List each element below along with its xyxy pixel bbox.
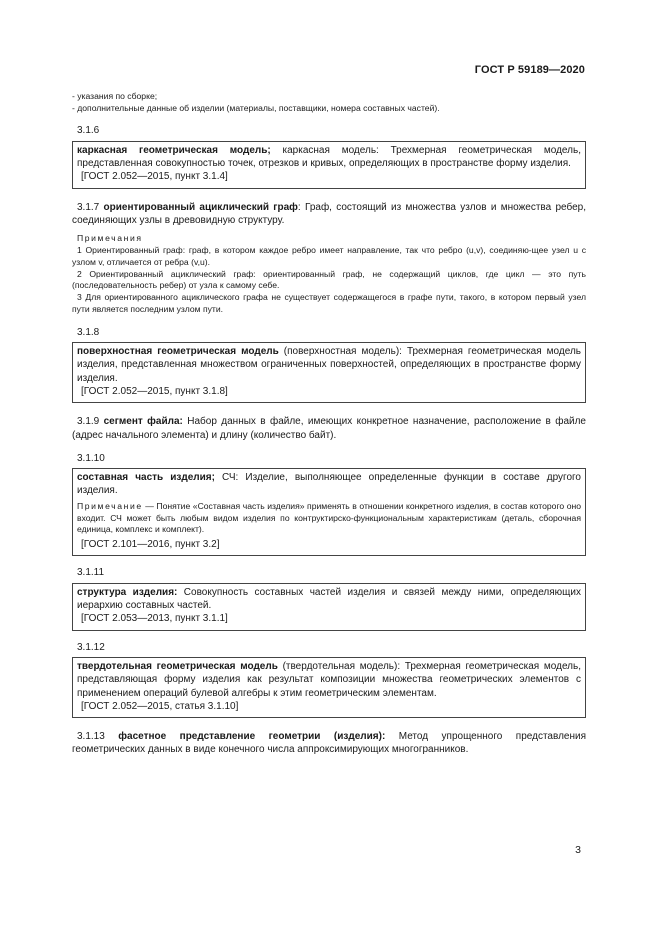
definition-box-3-1-6 bbox=[72, 141, 586, 189]
section-number-3-1-10: 3.1.10 bbox=[77, 452, 105, 464]
term: составная часть изделия; bbox=[77, 472, 215, 484]
definition-text bbox=[77, 660, 581, 700]
section-number-3-1-12: 3.1.12 bbox=[77, 641, 105, 653]
definition: (твердотельная модель): Трехмерная геометрическая модель, представляющая форму изделия как результат композиции множества геометрических элементов с применением операций булевой алгебры к этим геометрическим элементам. bbox=[77, 660, 581, 699]
notes-title: Примечания bbox=[77, 233, 143, 244]
note-item: 2 Ориентированный ациклический граф: ориентированный граф, не содержащий циклов, где цикл — это путь (последовательность ребер) от узла к самому себе. bbox=[72, 268, 586, 291]
section-number-3-1-11: 3.1.11 bbox=[77, 567, 105, 579]
term: каркасная геометрическая модель; bbox=[77, 144, 271, 156]
section-number: 3.1.7 bbox=[77, 201, 104, 213]
section-number: 3.1.9 bbox=[77, 416, 104, 428]
definition-paragraph-3-1-7 bbox=[72, 201, 586, 228]
list-item: - дополнительные данные об изделии (материалы, поставщики, номера составных частей). bbox=[72, 103, 440, 114]
definition-paragraph-3-1-9 bbox=[72, 415, 586, 442]
notes-block bbox=[72, 233, 586, 316]
note-label: Примечание bbox=[77, 500, 143, 511]
term: структура изделия: bbox=[77, 586, 178, 598]
section-number: 3.1.13 bbox=[77, 731, 119, 743]
definition-text bbox=[77, 586, 581, 613]
note-item: 3 Для ориентированного ациклического графа не существует содержащегося в графе пути, такого, в котором первый узел пути является последним узлом пути. bbox=[72, 292, 586, 314]
page-number: 3 bbox=[575, 844, 581, 856]
term: поверхностная геометрическая модель bbox=[77, 346, 279, 358]
definition-text bbox=[77, 144, 581, 171]
page-content bbox=[72, 90, 586, 757]
list-item: - указания по сборке; bbox=[72, 91, 158, 101]
definition: Набор данных в файле, имеющих конкретное назначение, расположение в файле (адрес начального элемента) и длину (количество байт). bbox=[72, 416, 586, 441]
term: фасетное представление геометрии (изделия): bbox=[118, 731, 386, 743]
definition: каркасная модель: Трехмерная геометрическая модель, представленная совокупностью точек, отрезков и кривых, определяющих в пространстве форму изделия. bbox=[77, 144, 581, 169]
source-reference: [ГОСТ 2.052—2015, пункт 3.1.8] bbox=[81, 385, 228, 397]
definition-text bbox=[77, 471, 581, 498]
source-reference: [ГОСТ 2.052—2015, статья 3.1.10] bbox=[81, 700, 239, 712]
source-reference: [ГОСТ 2.101—2016, пункт 3.2] bbox=[81, 539, 220, 551]
note-item: 1 Ориентированный граф: граф, в котором каждое ребро имеет направление, так что ребро (u,v), соединяю-щее узел u с узлом v, отличается от ребра (v,u). bbox=[72, 244, 586, 267]
term: ориентированный ациклический граф bbox=[103, 201, 298, 213]
section-number-3-1-8: 3.1.8 bbox=[77, 326, 100, 338]
source-reference: [ГОСТ 2.052—2015, пункт 3.1.4] bbox=[81, 171, 228, 183]
bullet-list bbox=[72, 90, 586, 114]
section-number-3-1-6: 3.1.6 bbox=[77, 125, 100, 137]
note-paragraph bbox=[77, 501, 581, 536]
definition: Совокупность составных частей изделия и связей между ними, определяющих иерархию составных частей. bbox=[77, 586, 581, 612]
definition-box-3-1-10 bbox=[72, 468, 586, 556]
definition-paragraph-3-1-13 bbox=[72, 730, 586, 757]
definition-box-3-1-12 bbox=[72, 657, 586, 718]
definition: СЧ: Изделие, выполняющее определенные функции в составе другого изделия. bbox=[77, 472, 581, 497]
definition: : Граф, состоящий из множества узлов и множества ребер, соединяющих узлы в древовидную структуру. bbox=[72, 201, 587, 226]
definition-text bbox=[77, 345, 581, 385]
note-text: — Понятие «Составная часть изделия» применять в отношении конкретного изделия, в состав которого оно входит. СЧ может быть любым видом изделия по контруктирско-функциональным характеристикам (деталь, сборочная единица, комплекс и комплект). bbox=[77, 500, 581, 535]
document-header-standard: ГОСТ Р 59189—2020 bbox=[474, 64, 585, 76]
definition-box-3-1-11 bbox=[72, 583, 586, 631]
definition-box-3-1-8 bbox=[72, 342, 586, 403]
definition: Метод упрощенного представления геометрических данных в виде конечного числа аппроксимирующих многогранников. bbox=[72, 731, 586, 756]
definition: (поверхностная модель): Трехмерная геометрическая модель изделия, представленная множеством ограниченных поверхностей, определяющих в пространстве форму изделия. bbox=[77, 346, 581, 384]
source-reference: [ГОСТ 2.053—2013, пункт 3.1.1] bbox=[81, 613, 228, 625]
term: твердотельная геометрическая модель bbox=[77, 660, 278, 672]
term: сегмент файла: bbox=[103, 416, 183, 428]
